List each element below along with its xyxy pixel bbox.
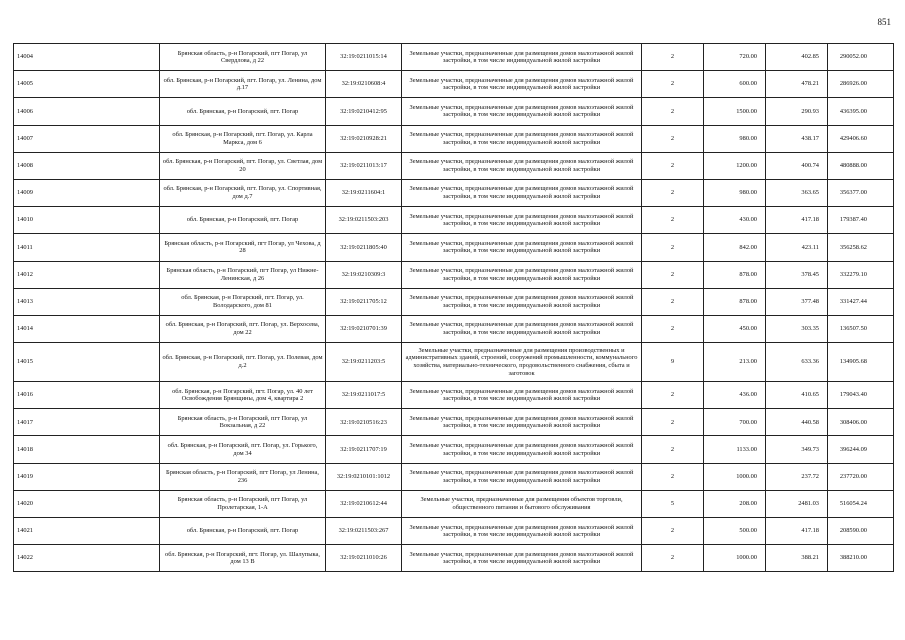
area-cell: 600.00 [704, 71, 766, 98]
cadastral-number-cell: 32:19:0211013:17 [326, 152, 402, 179]
row-number: 14011 [14, 234, 160, 261]
area-cell: 1133.00 [704, 436, 766, 463]
row-number: 14007 [14, 125, 160, 152]
row-number: 14014 [14, 315, 160, 342]
group-cell: 2 [642, 518, 704, 545]
address-cell: обл. Брянская, р-н Погарский, пгт. Погар, ул. Шалупыка, дом 13 В [160, 545, 326, 572]
land-use-description-cell: Земельные участки, предназначенные для размещения производственных и административных зданий, строений, сооружений промышленности, коммунального хозяйства, материально-технического, продовольственного снабжения, сбыта и заготовок [402, 343, 642, 382]
row-number: 14006 [14, 98, 160, 125]
area-cell: 878.00 [704, 288, 766, 315]
group-cell: 2 [642, 436, 704, 463]
row-number: 14013 [14, 288, 160, 315]
cadastral-number-cell: 32:19:0211503:267 [326, 518, 402, 545]
cadastral-value-cell: 136507.50 [828, 315, 894, 342]
cadastral-number-cell: 32:19:0211805:40 [326, 234, 402, 261]
group-cell: 2 [642, 288, 704, 315]
address-cell: Брянская область, р-н Погарский, пгт Погар, ул Чехова, д 28 [160, 234, 326, 261]
address-cell: Брянская область, р-н Погарский, пгт Погар, ул Вокзальная, д 22 [160, 409, 326, 436]
area-cell: 980.00 [704, 179, 766, 206]
address-cell: обл. Брянская, р-н Погарский, пгт. Погар, ул. Карла Маркса, дом 6 [160, 125, 326, 152]
table-row [14, 436, 894, 463]
table-row [14, 261, 894, 288]
cadastral-value-cell: 429406.60 [828, 125, 894, 152]
table-row [14, 207, 894, 234]
specific-value-cell: 400.74 [766, 152, 828, 179]
table-row [14, 315, 894, 342]
address-cell: обл. Брянская, р-н Погарский, пгт. Погар [160, 518, 326, 545]
area-cell: 436.00 [704, 382, 766, 409]
group-cell: 5 [642, 490, 704, 517]
group-cell: 2 [642, 382, 704, 409]
area-cell: 1200.00 [704, 152, 766, 179]
row-number: 14004 [14, 44, 160, 71]
group-cell: 2 [642, 125, 704, 152]
specific-value-cell: 423.11 [766, 234, 828, 261]
specific-value-cell: 410.65 [766, 382, 828, 409]
cadastral-value-cell: 286926.00 [828, 71, 894, 98]
cadastral-number-cell: 32:19:0210608:4 [326, 71, 402, 98]
specific-value-cell: 377.48 [766, 288, 828, 315]
cadastral-number-cell: 32:19:0210101:1012 [326, 463, 402, 490]
land-use-description-cell: Земельные участки, предназначенные для размещения домов малоэтажной жилой застройки, в том числе индивидуальной жилой застройки [402, 207, 642, 234]
table-row [14, 463, 894, 490]
land-use-description-cell: Земельные участки, предназначенные для размещения домов малоэтажной жилой застройки, в том числе индивидуальной жилой застройки [402, 545, 642, 572]
table-row [14, 152, 894, 179]
table-row [14, 518, 894, 545]
table-row [14, 125, 894, 152]
cadastral-value-cell: 356258.62 [828, 234, 894, 261]
land-use-description-cell: Земельные участки, предназначенные для размещения домов малоэтажной жилой застройки, в том числе индивидуальной жилой застройки [402, 436, 642, 463]
specific-value-cell: 349.73 [766, 436, 828, 463]
cadastral-number-cell: 32:19:0210612:44 [326, 490, 402, 517]
row-number: 14009 [14, 179, 160, 206]
group-cell: 9 [642, 343, 704, 382]
cadastral-number-cell: 32:19:0210928:21 [326, 125, 402, 152]
specific-value-cell: 363.65 [766, 179, 828, 206]
cadastral-value-cell: 332279.10 [828, 261, 894, 288]
area-cell: 1000.00 [704, 545, 766, 572]
table-row [14, 409, 894, 436]
land-use-description-cell: Земельные участки, предназначенные для размещения объектов торговли, общественного питания и бытового обслуживания [402, 490, 642, 517]
table-row [14, 98, 894, 125]
cadastral-number-cell: 32:19:0210412:95 [326, 98, 402, 125]
cadastral-value-cell: 237720.00 [828, 463, 894, 490]
group-cell: 2 [642, 207, 704, 234]
cadastral-number-cell: 32:19:0210309:3 [326, 261, 402, 288]
cadastral-value-cell: 388210.00 [828, 545, 894, 572]
area-cell: 980.00 [704, 125, 766, 152]
row-number: 14008 [14, 152, 160, 179]
land-use-description-cell: Земельные участки, предназначенные для размещения домов малоэтажной жилой застройки, в том числе индивидуальной жилой застройки [402, 179, 642, 206]
area-cell: 430.00 [704, 207, 766, 234]
address-cell: обл. Брянская, р-н Погарский, пгт. Погар, ул. Верхосева, дом 22 [160, 315, 326, 342]
cadastral-number-cell: 32:19:0211707:19 [326, 436, 402, 463]
specific-value-cell: 402.85 [766, 44, 828, 71]
specific-value-cell: 417.18 [766, 207, 828, 234]
land-use-description-cell: Земельные участки, предназначенные для размещения домов малоэтажной жилой застройки, в том числе индивидуальной жилой застройки [402, 409, 642, 436]
specific-value-cell: 378.45 [766, 261, 828, 288]
cadastral-value-cell: 134905.68 [828, 343, 894, 382]
address-cell: обл. Брянская, р-н Погарский, пгт. Погар, ул. Спортивная, дом д.7 [160, 179, 326, 206]
cadastral-number-cell: 32:19:0211503:203 [326, 207, 402, 234]
group-cell: 2 [642, 409, 704, 436]
row-number: 14019 [14, 463, 160, 490]
cadastral-value-cell: 436395.00 [828, 98, 894, 125]
table-row [14, 490, 894, 517]
area-cell: 500.00 [704, 518, 766, 545]
area-cell: 208.00 [704, 490, 766, 517]
cadastral-value-cell: 480888.00 [828, 152, 894, 179]
land-use-description-cell: Земельные участки, предназначенные для размещения домов малоэтажной жилой застройки, в том числе индивидуальной жилой застройки [402, 463, 642, 490]
cadastral-value-cell: 396244.09 [828, 436, 894, 463]
cadastral-value-cell: 208590.00 [828, 518, 894, 545]
area-cell: 700.00 [704, 409, 766, 436]
area-cell: 842.00 [704, 234, 766, 261]
cadastral-number-cell: 32:19:0210701:39 [326, 315, 402, 342]
area-cell: 720.00 [704, 44, 766, 71]
cadastral-value-cell: 308406.00 [828, 409, 894, 436]
row-number: 14016 [14, 382, 160, 409]
area-cell: 450.00 [704, 315, 766, 342]
cadastral-number-cell: 32:19:0211705:12 [326, 288, 402, 315]
cadastral-value-cell: 290052.00 [828, 44, 894, 71]
land-use-description-cell: Земельные участки, предназначенные для размещения домов малоэтажной жилой застройки, в том числе индивидуальной жилой застройки [402, 518, 642, 545]
group-cell: 2 [642, 152, 704, 179]
row-number: 14015 [14, 343, 160, 382]
group-cell: 2 [642, 261, 704, 288]
group-cell: 2 [642, 98, 704, 125]
row-number: 14021 [14, 518, 160, 545]
land-use-description-cell: Земельные участки, предназначенные для размещения домов малоэтажной жилой застройки, в том числе индивидуальной жилой застройки [402, 288, 642, 315]
table-body [14, 44, 894, 572]
group-cell: 2 [642, 179, 704, 206]
table-row [14, 234, 894, 261]
row-number: 14010 [14, 207, 160, 234]
land-use-description-cell: Земельные участки, предназначенные для размещения домов малоэтажной жилой застройки, в том числе индивидуальной жилой застройки [402, 234, 642, 261]
specific-value-cell: 237.72 [766, 463, 828, 490]
address-cell: обл. Брянская, р-н Погарский, пгт. Погар, ул. 40 лет Освобождения Брянщины, дом 4, квартира 2 [160, 382, 326, 409]
specific-value-cell: 303.35 [766, 315, 828, 342]
specific-value-cell: 440.58 [766, 409, 828, 436]
cadastral-value-cell: 179043.40 [828, 382, 894, 409]
cadastral-number-cell: 32:19:0211017:5 [326, 382, 402, 409]
cadastral-value-cell: 179387.40 [828, 207, 894, 234]
land-use-description-cell: Земельные участки, предназначенные для размещения домов малоэтажной жилой застройки, в том числе индивидуальной жилой застройки [402, 71, 642, 98]
table-row [14, 71, 894, 98]
land-use-description-cell: Земельные участки, предназначенные для размещения домов малоэтажной жилой застройки, в том числе индивидуальной жилой застройки [402, 382, 642, 409]
group-cell: 2 [642, 44, 704, 71]
area-cell: 878.00 [704, 261, 766, 288]
table-row [14, 545, 894, 572]
specific-value-cell: 2481.03 [766, 490, 828, 517]
land-use-description-cell: Земельные участки, предназначенные для размещения домов малоэтажной жилой застройки, в том числе индивидуальной жилой застройки [402, 44, 642, 71]
row-number: 14012 [14, 261, 160, 288]
land-use-description-cell: Земельные участки, предназначенные для размещения домов малоэтажной жилой застройки, в том числе индивидуальной жилой застройки [402, 152, 642, 179]
cadastral-number-cell: 32:19:0211010:26 [326, 545, 402, 572]
specific-value-cell: 438.17 [766, 125, 828, 152]
cadastral-number-cell: 32:19:0211203:5 [326, 343, 402, 382]
group-cell: 2 [642, 545, 704, 572]
cadastral-value-cell: 331427.44 [828, 288, 894, 315]
address-cell: обл. Брянская, р-н Погарский, пгт. Погар [160, 207, 326, 234]
address-cell: обл. Брянская, р-н Погарский, пгт. Погар [160, 98, 326, 125]
area-cell: 213.00 [704, 343, 766, 382]
address-cell: Брянская область, р-н Погарский, пгт Погар, ул Пролетарская, 1-А [160, 490, 326, 517]
address-cell: обл. Брянская, р-н Погарский, пгт. Погар, ул. Горького, дом 34 [160, 436, 326, 463]
specific-value-cell: 478.21 [766, 71, 828, 98]
address-cell: обл. Брянская, р-н Погарский, пгт. Погар, ул. Светлая, дом 20 [160, 152, 326, 179]
specific-value-cell: 290.93 [766, 98, 828, 125]
land-plots-table [13, 43, 894, 572]
cadastral-value-cell: 356377.00 [828, 179, 894, 206]
group-cell: 2 [642, 463, 704, 490]
area-cell: 1000.00 [704, 463, 766, 490]
cadastral-value-cell: 516054.24 [828, 490, 894, 517]
area-cell: 1500.00 [704, 98, 766, 125]
specific-value-cell: 388.21 [766, 545, 828, 572]
land-use-description-cell: Земельные участки, предназначенные для размещения домов малоэтажной жилой застройки, в том числе индивидуальной жилой застройки [402, 125, 642, 152]
table-row [14, 382, 894, 409]
page-number: 851 [877, 17, 891, 27]
address-cell: обл. Брянская, р-н Погарский, пгт. Погар, ул. Полевая, дом д.2 [160, 343, 326, 382]
address-cell: Брянская область, р-н Погарский, пгт Погар, ул Нижне-Ленинская, д 26 [160, 261, 326, 288]
address-cell: обл. Брянская, р-н Погарский, пгт. Погар, ул. Ленина, дом д.17 [160, 71, 326, 98]
address-cell: обл. Брянская, р-н Погарский, пгт. Погар, ул. Володарского, дом 81 [160, 288, 326, 315]
specific-value-cell: 417.18 [766, 518, 828, 545]
row-number: 14017 [14, 409, 160, 436]
table-row [14, 179, 894, 206]
group-cell: 2 [642, 71, 704, 98]
land-use-description-cell: Земельные участки, предназначенные для размещения домов малоэтажной жилой застройки, в том числе индивидуальной жилой застройки [402, 98, 642, 125]
row-number: 14022 [14, 545, 160, 572]
cadastral-number-cell: 32:19:0211604:1 [326, 179, 402, 206]
table-row [14, 288, 894, 315]
cadastral-number-cell: 32:19:0211015:14 [326, 44, 402, 71]
address-cell: Брянская область, р-н Погарский, пгт Погар, ул Ленина, 236 [160, 463, 326, 490]
table-row [14, 343, 894, 382]
specific-value-cell: 633.36 [766, 343, 828, 382]
row-number: 14018 [14, 436, 160, 463]
land-use-description-cell: Земельные участки, предназначенные для размещения домов малоэтажной жилой застройки, в том числе индивидуальной жилой застройки [402, 315, 642, 342]
row-number: 14005 [14, 71, 160, 98]
land-use-description-cell: Земельные участки, предназначенные для размещения домов малоэтажной жилой застройки, в том числе индивидуальной жилой застройки [402, 261, 642, 288]
group-cell: 2 [642, 315, 704, 342]
row-number: 14020 [14, 490, 160, 517]
group-cell: 2 [642, 234, 704, 261]
cadastral-number-cell: 32:19:0210516:23 [326, 409, 402, 436]
table-row [14, 44, 894, 71]
address-cell: Брянская область, р-н Погарский, пгт Погар, ул Свердлова, д 22 [160, 44, 326, 71]
